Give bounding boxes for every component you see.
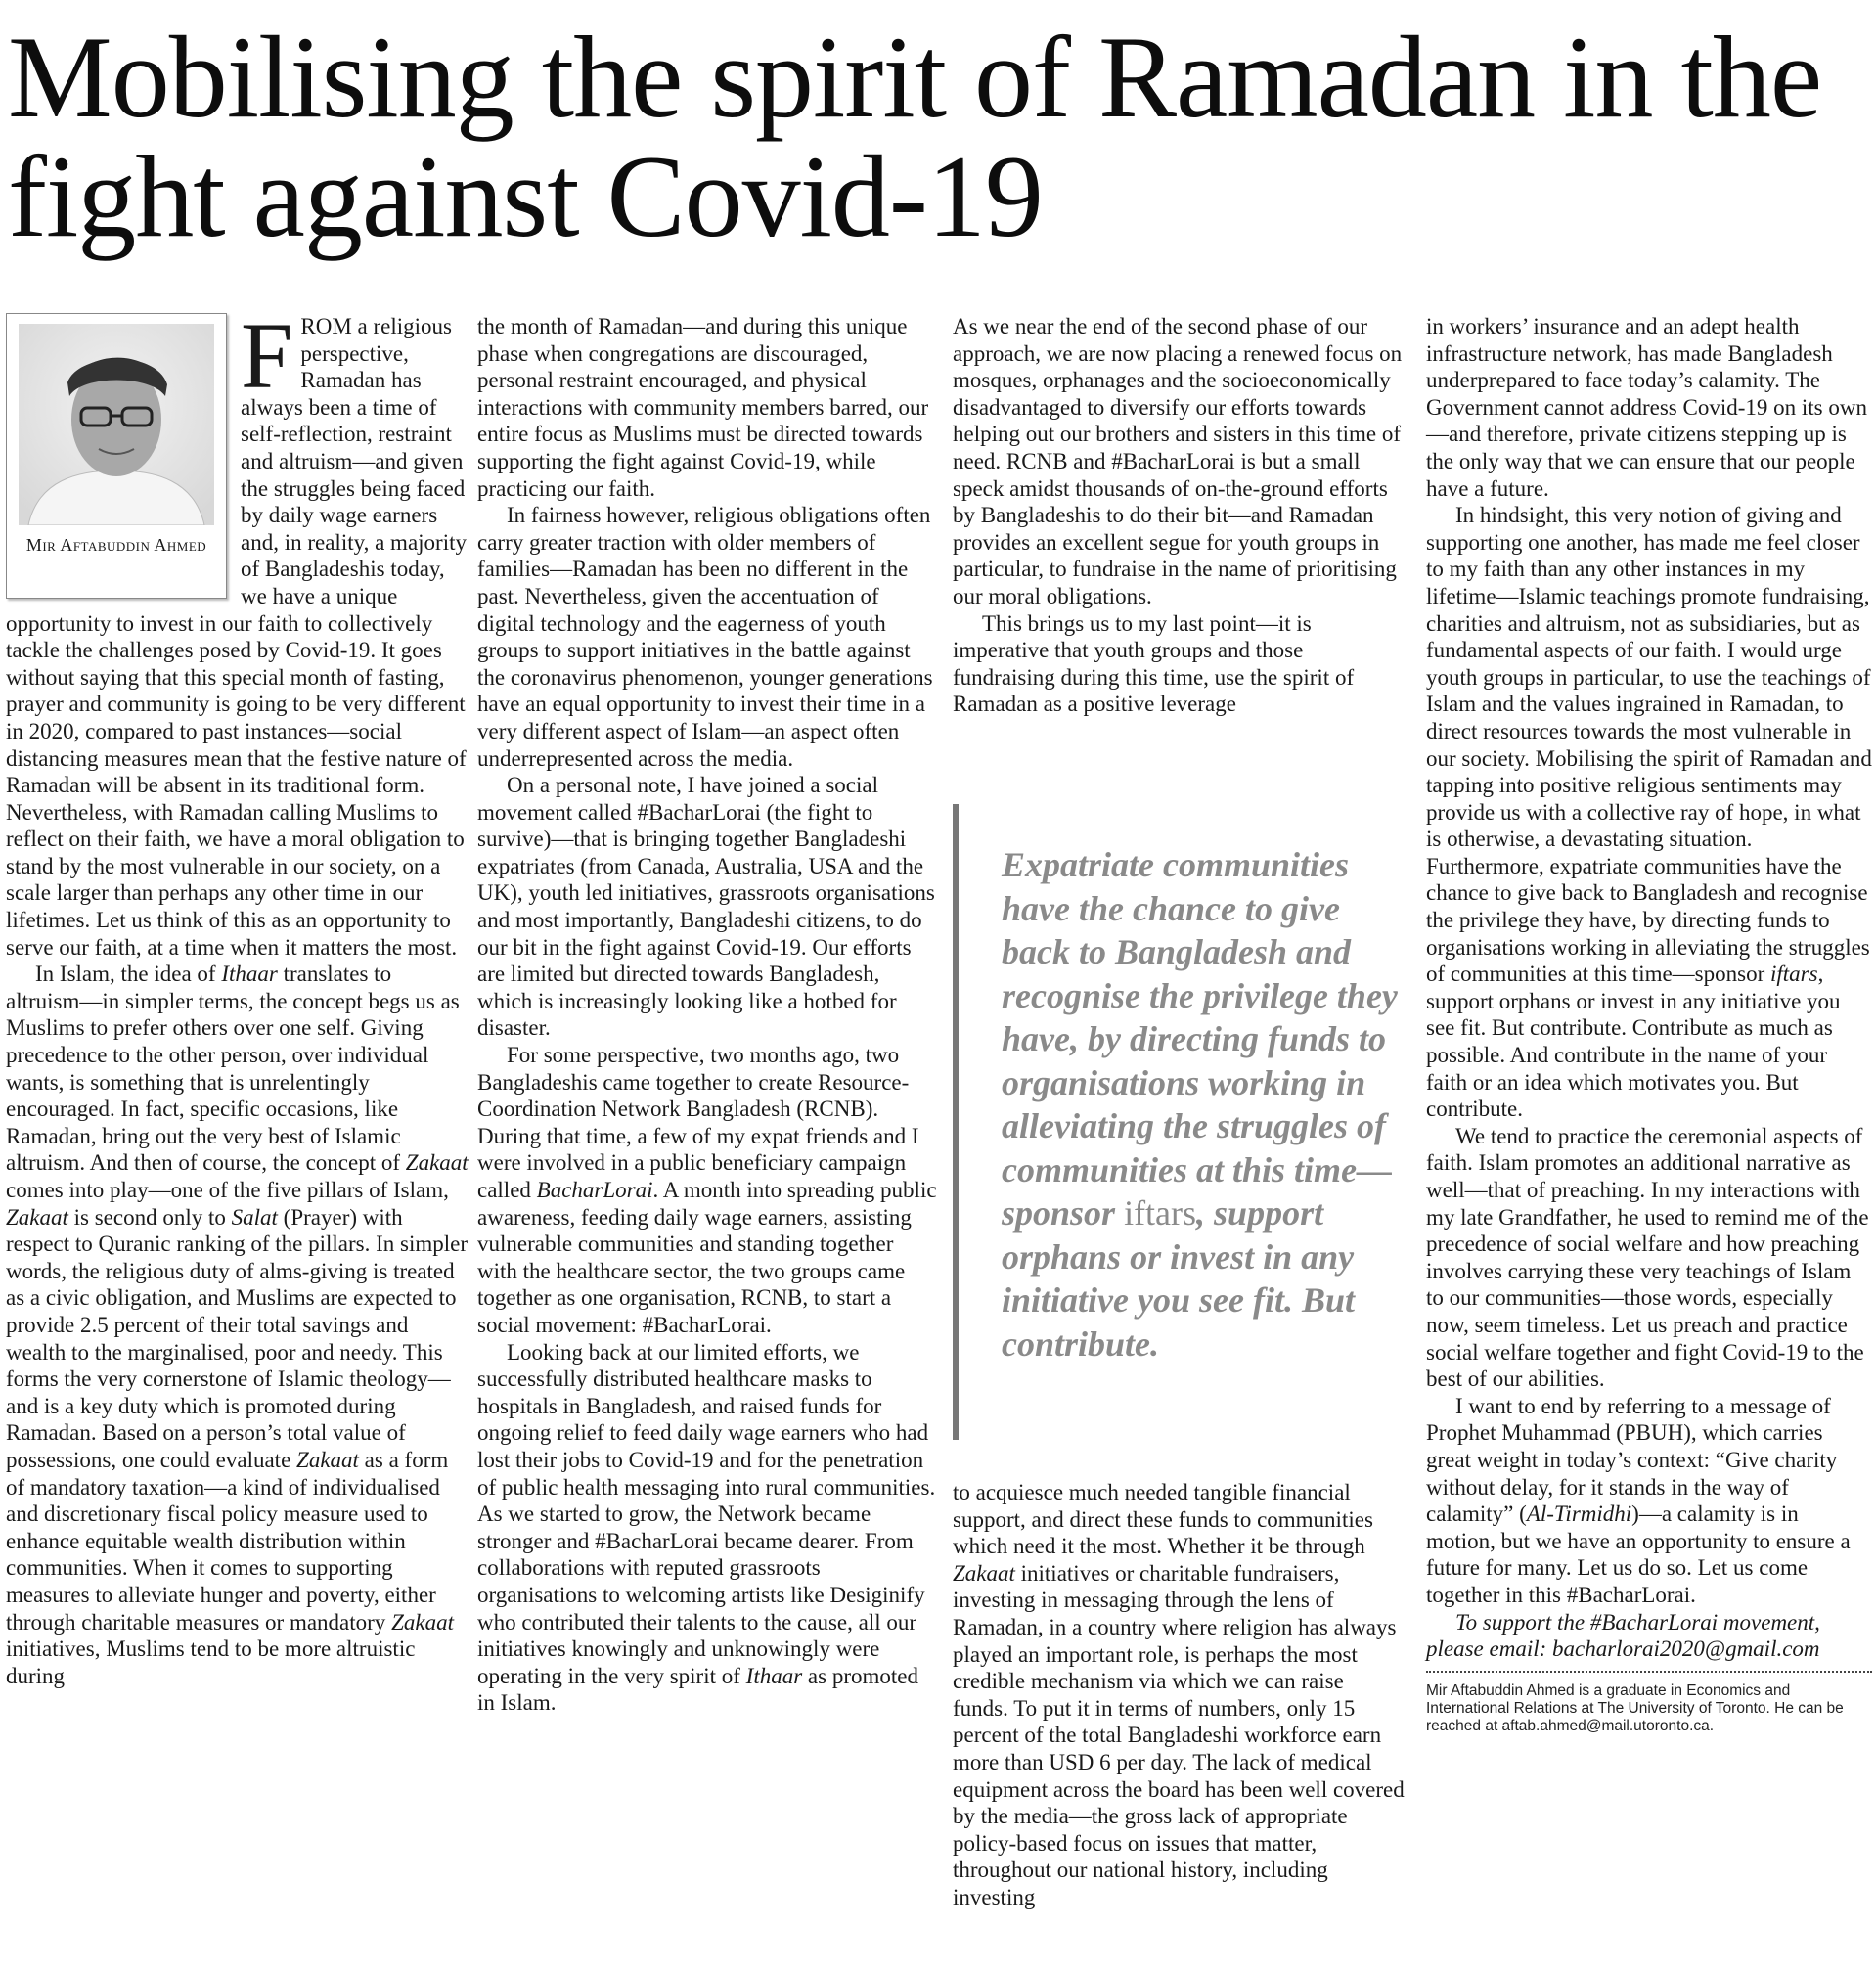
column-3-top — [953, 313, 1405, 718]
col2-paragraph-5: Looking back at our limited efforts, we successfully distributed healthcare masks to hospitals in Bangladesh, and raised funds for ongoing relief to feed daily wage earners who had lost their jobs to Covid-19 and for the penetration of public health messaging into rural communities. As we started to grow, the Network became stronger and #BacharLorai became dearer. From collaborations with reputed grassroots organisations to welcoming artists like Desiginify who contributed their talents to the cause, all our initiatives knowingly and unknowingly were operating in the very spirit of Ithaar as promoted in Islam. — [477, 1339, 936, 1716]
dropcap: F — [241, 303, 293, 408]
headline: Mobilising the spirit of Ramadan in the fight against Covid-19 — [8, 12, 1822, 261]
col4-paragraph-2: In hindsight, this very notion of giving and supporting one another, has made me feel closer to my faith than any other instances in my lifetime—Islamic teachings promote fundraising, charities and altruism, not as subsidiaries, but as fundamental aspects of our faith. I would urge youth groups in particular, to use the teachings of Islam and the values ingrained in Ramadan, to direct resources towards the most vulnerable in our society. Mobilising the spirit of Ramadan and tapping into positive religious sentiments may provide us with a collective ray of hope, in what is otherwise, a devastating situation. Furthermore, expatriate communities have the chance to give back to Bangladesh and recognise the privilege they have, by directing funds to organisations working in alleviating the struggles of communities at this time—sponsor iftars, support orphans or invest in any initiative you see fit. But contribute. Contribute as much as possible. And contribute in the name of your faith or an idea which motivates you. But contribute. — [1426, 503, 1872, 1122]
author-photo-box — [6, 313, 227, 599]
col3-paragraph-1: As we near the end of the second phase of our approach, we are now placing a renewed focus on mosques, orphanages and the socioeconomically disadvantaged to diversify our efforts towards helping out our brothers and sisters in this time of need. RCNB and #BacharLorai is but a small speck amidst thousands of on-the-ground efforts by Bangladeshis to do their bit—and Ramadan provides an excellent segue for youth groups in particular, to fundraise in the name of prioritising our moral obligations. — [953, 314, 1403, 608]
col2-paragraph-3: On a personal note, I have joined a social movement called #BacharLorai (the fight to survive)—that is bringing together Bangladeshi expatriates (from Canada, Australia, USA and the UK), youth led initiatives, grassroots organisations and most importantly, Bangladeshi citizens, to do our bit in the fight against Covid-19. Our efforts are limited but directed towards Bangladesh, which is increasingly looking like a hotbed for disaster. — [477, 773, 935, 1041]
col4-paragraph-4: I want to end by referring to a message of Prophet Muhammad (PBUH), which carries great weight in today’s context: “Give charity without delay, for it stands in the way of calamity” (Al-Tirmidhi)—a calamity is in motion, but we have an opportunity to ensure a future for many. Let us do so. Let us come together in this #BacharLorai. — [1426, 1393, 1851, 1607]
col4-paragraph-3: We tend to practice the ceremonial aspects of faith. Islam promotes an additional narrative as well—that of preaching. In my interactions with my late Grandfather, he used to remind me of the precedence of social welfare and how preaching involves carrying these very teachings of Islam to our communities—those words, especially now, seem timeless. Let us preach and practice social welfare together and fight Covid-19 to the best of our abilities. — [1426, 1123, 1869, 1392]
dotted-divider — [1426, 1671, 1872, 1673]
author-caption: Mir Aftabuddin Ahmed — [25, 535, 207, 555]
contact-note: To support the #BacharLorai movement, please email: bacharlorai2020@gmail.com — [1426, 1609, 1820, 1662]
column-2 — [477, 313, 937, 1717]
author-portrait-image — [19, 324, 214, 525]
col2-paragraph-1: the month of Ramadan—and during this unique phase when congregations are discouraged, personal restraint encouraged, and physical interactions with community members barred, our entire focus as Muslims must be directed towards supporting the fight against Covid-19, while practicing our faith. — [477, 314, 929, 501]
col1-paragraph-2: In Islam, the idea of Ithaar translates to altruism—in simpler terms, the concept begs us as Muslims to prefer others over one self. Giving precedence to the other person, over individual wants, is something that is unrelentingly encouraged. In fact, specific occasions, like Ramadan, bring out the very best of Islamic altruism. And then of course, the concept of Zakaat comes into play—one of the five pillars of Islam, Zakaat is second only to Salat (Prayer) with respect to Quranic ranking of the pillars. In simpler words, the religious duty of alms-giving is treated as a civic obligation, and Muslims are expected to provide 2.5 percent of their total savings and wealth to the marginalised, poor and needy. This forms the very cornerstone of Islamic theology—and is a key duty which is promoted during Ramadan. Based on a person’s total value of possessions, one could evaluate Zakaat as a form of mandatory taxation—a kind of individualised and discretionary fiscal policy measure used to enhance equitable wealth distribution within communities. When it comes to supporting measures to alleviate hunger and poverty, either through charitable measures or mandatory Zakaat initiatives, Muslims tend to be more altruistic during — [6, 962, 469, 1688]
col3-paragraph-3: to acquiesce much needed tangible financial support, and direct these funds to communities which need it the most. Whether it be through Zakaat initiatives or charitable fundraisers, investing in messaging through the lens of Ramadan, in a country where religion has always played an important role, is perhaps the most credible mechanism via which we can raise funds. To put it in terms of numbers, only 15 percent of the total Bangladeshi workforce earn more than USD 6 per day. The lack of medical equipment across the board has been well covered by the media—the gross lack of appropriate policy-based focus on issues that matter, throughout our national history, including investing — [953, 1480, 1405, 1909]
author-photo — [19, 324, 214, 525]
author-bio: Mir Aftabuddin Ahmed is a graduate in Economics and International Relations at The University of Toronto. He can be reached at aftab.ahmed@mail.utoronto.ca. — [1426, 1681, 1844, 1734]
col4-paragraph-1: in workers’ insurance and an adept health infrastructure network, has made Bangladesh underprepared to face today’s calamity. The Government cannot address Covid-19 on its own—and therefore, private citizens stepping up is the only way that we can ensure that our people have a future. — [1426, 314, 1867, 501]
col2-paragraph-2: In fairness however, religious obligations often carry greater traction with older members of families—Ramadan has been no different in the past. Nevertheless, given the accentuation of digital technology and the eagerness of youth groups to support initiatives in the battle against the coronavirus phenomenon, younger generations have an equal opportunity to invest their time in a very different aspect of Islam—an aspect often underrepresented across the media. — [477, 503, 933, 771]
col3-paragraph-2: This brings us to my last point—it is imperative that youth groups and those fundraising during this time, use the spirit of Ramadan as a positive leverage — [953, 610, 1355, 717]
col1-paragraph-1: ROM a religious perspective, Ramadan has always been a time of self-reflection, restraint and altruism—and given the struggles being faced by daily wage earners and, in reality, a majority of Bangladeshis today, we have a unique opportunity to invest in our faith to collectively tackle the challenges posed by Covid-19. It goes without saying that this special month of fasting, prayer and community is going to be very different in 2020, compared to past instances—social distancing measures mean that the festive nature of Ramadan will be absent in its traditional form. Nevertheless, with Ramadan calling Muslims to reflect on their faith, we have a moral obligation to stand by the most vulnerable in our society, on a scale larger than perhaps any other time in our lifetimes. Let us think of this as an opportunity to serve our faith, at a time when it matters the most. — [6, 314, 467, 960]
column-3-bottom — [953, 1479, 1405, 1911]
col2-paragraph-4: For some perspective, two months ago, two Bangladeshis came together to create Resource-Coordination Network Bangladesh (RCNB). During that time, a few of my expat friends and I were involved in a public beneficiary campaign called BacharLorai. A month into spreading public awareness, feeding daily wage earners, assisting vulnerable communities and standing together with the healthcare sector, the two groups came together as one organisation, RCNB, to start a social movement: #BacharLorai. — [477, 1043, 937, 1337]
column-1 — [6, 303, 469, 1689]
column-4 — [1426, 313, 1872, 1735]
pull-quote: Expatriate communities have the chance to give back to Bangladesh and recognise the privilege they have, by directing funds to organisations working in alleviating the struggles of communities at this time—sponsor iftars, support orphans or invest in any initiative you see fit. But contribute. — [953, 804, 1403, 1440]
